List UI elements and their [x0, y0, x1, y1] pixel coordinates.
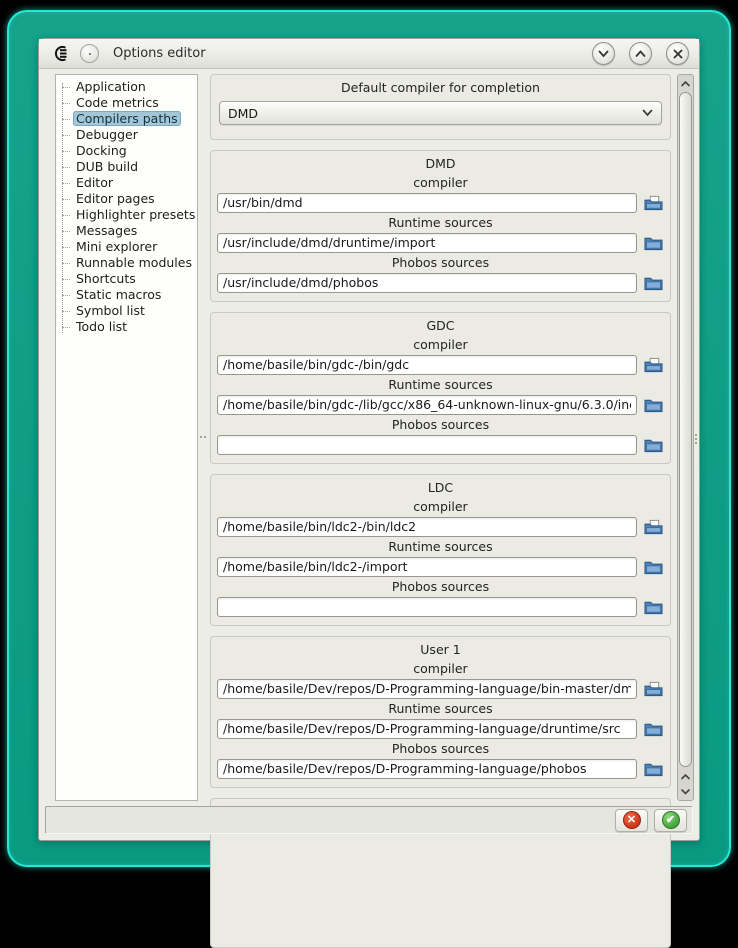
- ok-icon: ✔: [662, 811, 680, 829]
- field-label: Runtime sources: [388, 701, 493, 716]
- browse-folder-button[interactable]: [642, 395, 664, 415]
- browse-folder-button[interactable]: [642, 435, 664, 455]
- folder-icon: [644, 599, 663, 615]
- splitter-grip-icon: [200, 436, 206, 438]
- group-title: Default compiler for completion: [341, 80, 540, 95]
- sidebar-item-todo-list[interactable]: Todo list: [56, 319, 195, 335]
- group-title: User 1: [420, 642, 461, 657]
- folder-icon: [644, 275, 663, 291]
- group-ldc: [210, 474, 671, 626]
- main-panel: [208, 74, 694, 801]
- sidebar-item-compilers-paths[interactable]: Compilers paths: [56, 111, 195, 127]
- options-scroll-area: [208, 74, 674, 801]
- window-resize-grip-icon[interactable]: [695, 434, 697, 444]
- cancel-icon: ✕: [623, 811, 641, 829]
- chevron-up-icon: [681, 774, 690, 780]
- scroll-up-button[interactable]: [678, 76, 693, 91]
- dmd-phobos-sources-input[interactable]: [217, 273, 637, 293]
- browse-file-button[interactable]: [642, 679, 664, 699]
- ldc-phobos-sources-input[interactable]: [217, 597, 637, 617]
- cancel-button[interactable]: [615, 809, 648, 832]
- dmd-compiler-input[interactable]: [217, 193, 637, 213]
- sidebar-item-dub-build[interactable]: DUB build: [56, 159, 195, 175]
- folder-icon: [644, 721, 663, 737]
- dmd-runtime-sources-input[interactable]: [217, 233, 637, 253]
- folder-icon: [644, 559, 663, 575]
- sidebar-item-application[interactable]: Application: [56, 79, 195, 95]
- field-label: Phobos sources: [391, 417, 490, 432]
- ldc-compiler-input[interactable]: [217, 517, 637, 537]
- field-label: Runtime sources: [388, 539, 493, 554]
- category-tree: [55, 74, 198, 801]
- options-editor-window: [38, 38, 700, 841]
- browse-folder-button[interactable]: [642, 719, 664, 739]
- chevron-down-icon: [598, 50, 609, 58]
- chevron-down-icon: [681, 789, 690, 795]
- group-gdc: [210, 312, 671, 464]
- sidebar-item-editor-pages[interactable]: Editor pages: [56, 191, 195, 207]
- folder-open-file-icon: [644, 195, 663, 211]
- scroll-down-button[interactable]: [678, 784, 693, 799]
- sidebar-item-editor[interactable]: Editor: [56, 175, 195, 191]
- sidebar-item-symbol-list[interactable]: Symbol list: [56, 303, 195, 319]
- group-user1: [210, 636, 671, 788]
- scrollbar-thumb[interactable]: [679, 92, 692, 767]
- folder-icon: [644, 437, 663, 453]
- chevron-up-icon: [635, 50, 646, 58]
- browse-file-button[interactable]: [642, 193, 664, 213]
- folder-icon: [644, 761, 663, 777]
- group-default-compiler: [210, 74, 671, 140]
- browse-folder-button[interactable]: [642, 759, 664, 779]
- sidebar-item-messages[interactable]: Messages: [56, 223, 195, 239]
- content-area: [39, 69, 699, 801]
- browse-folder-button[interactable]: [642, 273, 664, 293]
- user1-phobos-sources-input[interactable]: [217, 759, 637, 779]
- unshade-button[interactable]: [629, 42, 652, 65]
- scroll-up-button-secondary[interactable]: [678, 769, 693, 784]
- app-logo-icon: [53, 45, 70, 62]
- sidebar-item-docking[interactable]: Docking: [56, 143, 195, 159]
- close-button[interactable]: [666, 42, 689, 65]
- default-compiler-combobox[interactable]: [219, 101, 662, 125]
- vertical-scrollbar[interactable]: [677, 74, 694, 801]
- folder-open-file-icon: [644, 681, 663, 697]
- sidebar-item-static-macros[interactable]: Static macros: [56, 287, 195, 303]
- field-label: Runtime sources: [388, 215, 493, 230]
- field-label: Phobos sources: [391, 255, 490, 270]
- field-label: Runtime sources: [388, 377, 493, 392]
- gdc-phobos-sources-input[interactable]: [217, 435, 637, 455]
- chevron-down-icon: [642, 109, 653, 117]
- folder-icon: [644, 397, 663, 413]
- sidebar-item-runnable-modules[interactable]: Runnable modules: [56, 255, 195, 271]
- browse-folder-button[interactable]: [642, 597, 664, 617]
- group-dmd: [210, 150, 671, 302]
- ldc-runtime-sources-input[interactable]: [217, 557, 637, 577]
- menu-dot-icon: [89, 53, 91, 55]
- ok-button[interactable]: [654, 809, 687, 832]
- browse-file-button[interactable]: [642, 355, 664, 375]
- folder-open-file-icon: [644, 519, 663, 535]
- field-label: compiler: [413, 661, 468, 676]
- browse-file-button[interactable]: [642, 517, 664, 537]
- field-label: Phobos sources: [391, 741, 490, 756]
- window-menu-button[interactable]: [80, 44, 99, 63]
- sidebar-item-code-metrics[interactable]: Code metrics: [56, 95, 195, 111]
- sidebar-item-mini-explorer[interactable]: Mini explorer: [56, 239, 195, 255]
- gdc-compiler-input[interactable]: [217, 355, 637, 375]
- combobox-value: DMD: [228, 105, 259, 121]
- browse-folder-button[interactable]: [642, 557, 664, 577]
- field-label: compiler: [413, 175, 468, 190]
- close-icon: [673, 49, 683, 59]
- field-label: compiler: [413, 337, 468, 352]
- folder-open-file-icon: [644, 357, 663, 373]
- sidebar-item-debugger[interactable]: Debugger: [56, 127, 195, 143]
- statusbar: [45, 806, 693, 834]
- group-title: DMD: [425, 156, 456, 171]
- window-title: Options editor: [113, 46, 206, 61]
- shade-button[interactable]: [592, 42, 615, 65]
- titlebar[interactable]: [39, 39, 699, 69]
- browse-folder-button[interactable]: [642, 233, 664, 253]
- sidebar-item-highlighter-presets[interactable]: Highlighter presets: [56, 207, 195, 223]
- group-title: LDC: [427, 480, 454, 495]
- field-label: compiler: [413, 499, 468, 514]
- group-title: GDC: [426, 318, 455, 333]
- user1-runtime-sources-input[interactable]: [217, 719, 637, 739]
- sidebar-splitter[interactable]: [198, 74, 208, 801]
- chevron-up-icon: [681, 81, 690, 87]
- field-label: Phobos sources: [391, 579, 490, 594]
- user1-compiler-input[interactable]: [217, 679, 637, 699]
- folder-icon: [644, 235, 663, 251]
- gdc-runtime-sources-input[interactable]: [217, 395, 637, 415]
- sidebar-item-shortcuts[interactable]: Shortcuts: [56, 271, 195, 287]
